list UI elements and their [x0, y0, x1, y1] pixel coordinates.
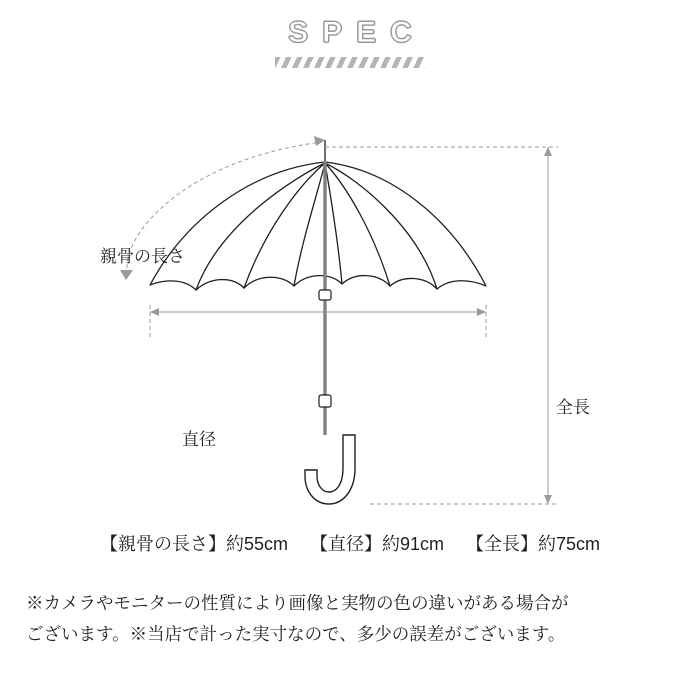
dimension-lines: [150, 147, 558, 504]
umbrella-handle: [305, 435, 355, 504]
spec-item-rib: [100, 530, 288, 556]
spec-value-rib: 約55cm: [225, 534, 288, 554]
disclaimer-notes: [26, 588, 676, 649]
spec-label-rib: 【親骨の長さ】: [99, 534, 226, 554]
canopy-rib-6: [325, 163, 437, 289]
spec-value-total: 約75cm: [538, 534, 601, 554]
stripe-decoration: [275, 57, 425, 68]
page-title: SPEC: [288, 16, 426, 49]
label-rib-length: 親骨の長さ: [100, 247, 185, 266]
spec-item-diameter: [310, 530, 444, 556]
label-diameter: 直径: [182, 430, 216, 449]
spec-label-diameter: 【直径】: [309, 534, 382, 554]
umbrella-diagram: [0, 100, 700, 520]
canopy-outline: [150, 162, 486, 290]
spec-label-total: 【全長】: [466, 534, 538, 554]
spec-value-diameter: 約91cm: [381, 534, 444, 554]
umbrella-svg: [0, 100, 700, 520]
label-total-length: 全長: [556, 398, 590, 417]
spec-item-total: [466, 530, 600, 556]
note-line-2: ございます。※当店で計った実寸なので、多少の誤差がございます。: [26, 623, 566, 644]
spec-values: [0, 530, 700, 556]
spec-header: [0, 18, 700, 68]
canopy-rib-2: [294, 163, 325, 286]
note-line-1: ※カメラやモニターの性質により画像と実物の色の違いがある場合が: [26, 593, 569, 613]
